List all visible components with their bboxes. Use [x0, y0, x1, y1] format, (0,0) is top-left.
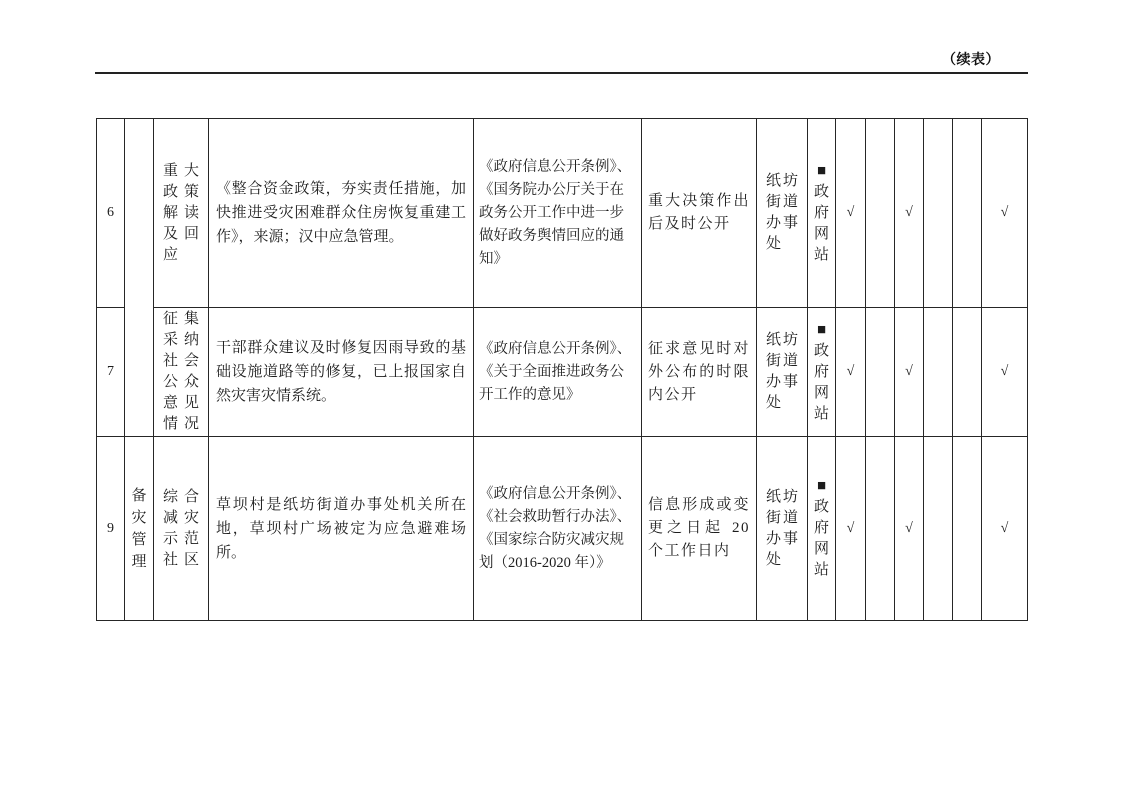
check-cell: √	[982, 437, 1028, 621]
legal-basis-cell: 《政府信息公开条例》、《社会救助暂行办法》、《国家综合防灾减灾规划（2016-2020 年）》	[474, 437, 642, 621]
check-cell: √	[895, 308, 924, 437]
check-cell: √	[895, 437, 924, 621]
check-cell: √	[982, 119, 1028, 308]
content-cell: 草坝村是纸坊街道办事处机关所在地，草坝村广场被定为应急避难场所。	[209, 437, 474, 621]
row-number-cell: 7	[97, 308, 125, 437]
item-cell: 征集采纳社会公众意见情况	[154, 308, 209, 437]
row-number-cell: 9	[97, 437, 125, 621]
content-cell: 干部群众建议及时修复因雨导致的基础设施道路等的修复，已上报国家自然灾害灾情系统。	[209, 308, 474, 437]
department-cell: 纸坊街道办事处	[757, 308, 808, 437]
table-row	[97, 437, 1028, 621]
check-cell	[866, 119, 895, 308]
check-cell: √	[982, 308, 1028, 437]
check-cell	[866, 437, 895, 621]
item-cell: 综合减灾示范社区	[154, 437, 209, 621]
item-cell: 重大政策解读及回应	[154, 119, 209, 308]
channel-cell: ■政府网站	[808, 308, 836, 437]
disclosure-table	[96, 118, 1028, 621]
channel-cell: ■政府网站	[808, 119, 836, 308]
content-cell: 《整合资金政策，夯实责任措施，加快推进受灾困难群众住房恢复重建工作》，来源；汉中应急管理。	[209, 119, 474, 308]
check-cell	[924, 308, 953, 437]
table-row	[97, 119, 1028, 308]
check-cell: √	[836, 119, 866, 308]
check-cell: √	[836, 437, 866, 621]
timing-cell: 信息形成或变更之日起 20 个工作日内	[642, 437, 757, 621]
continued-table-label: （续表）	[942, 53, 1000, 68]
table-row	[97, 308, 1028, 437]
department-cell: 纸坊街道办事处	[757, 119, 808, 308]
check-cell	[953, 119, 982, 308]
check-cell: √	[895, 119, 924, 308]
department-cell: 纸坊街道办事处	[757, 437, 808, 621]
legal-basis-cell: 《政府信息公开条例》、《国务院办公厅关于在政务公开工作中进一步做好政务舆情回应的通知》	[474, 119, 642, 308]
row-number-cell: 6	[97, 119, 125, 308]
timing-cell: 重大决策作出后及时公开	[642, 119, 757, 308]
timing-cell: 征求意见时对外公布的时限内公开	[642, 308, 757, 437]
legal-basis-cell: 《政府信息公开条例》、《关于全面推进政务公开工作的意见》	[474, 308, 642, 437]
check-cell	[924, 119, 953, 308]
category-cell	[125, 119, 154, 437]
check-cell: √	[836, 308, 866, 437]
header-rule	[95, 72, 1028, 74]
channel-cell: ■政府网站	[808, 437, 836, 621]
check-cell	[953, 308, 982, 437]
category-cell: 备灾管理	[125, 437, 154, 621]
check-cell	[924, 437, 953, 621]
check-cell	[866, 308, 895, 437]
check-cell	[953, 437, 982, 621]
